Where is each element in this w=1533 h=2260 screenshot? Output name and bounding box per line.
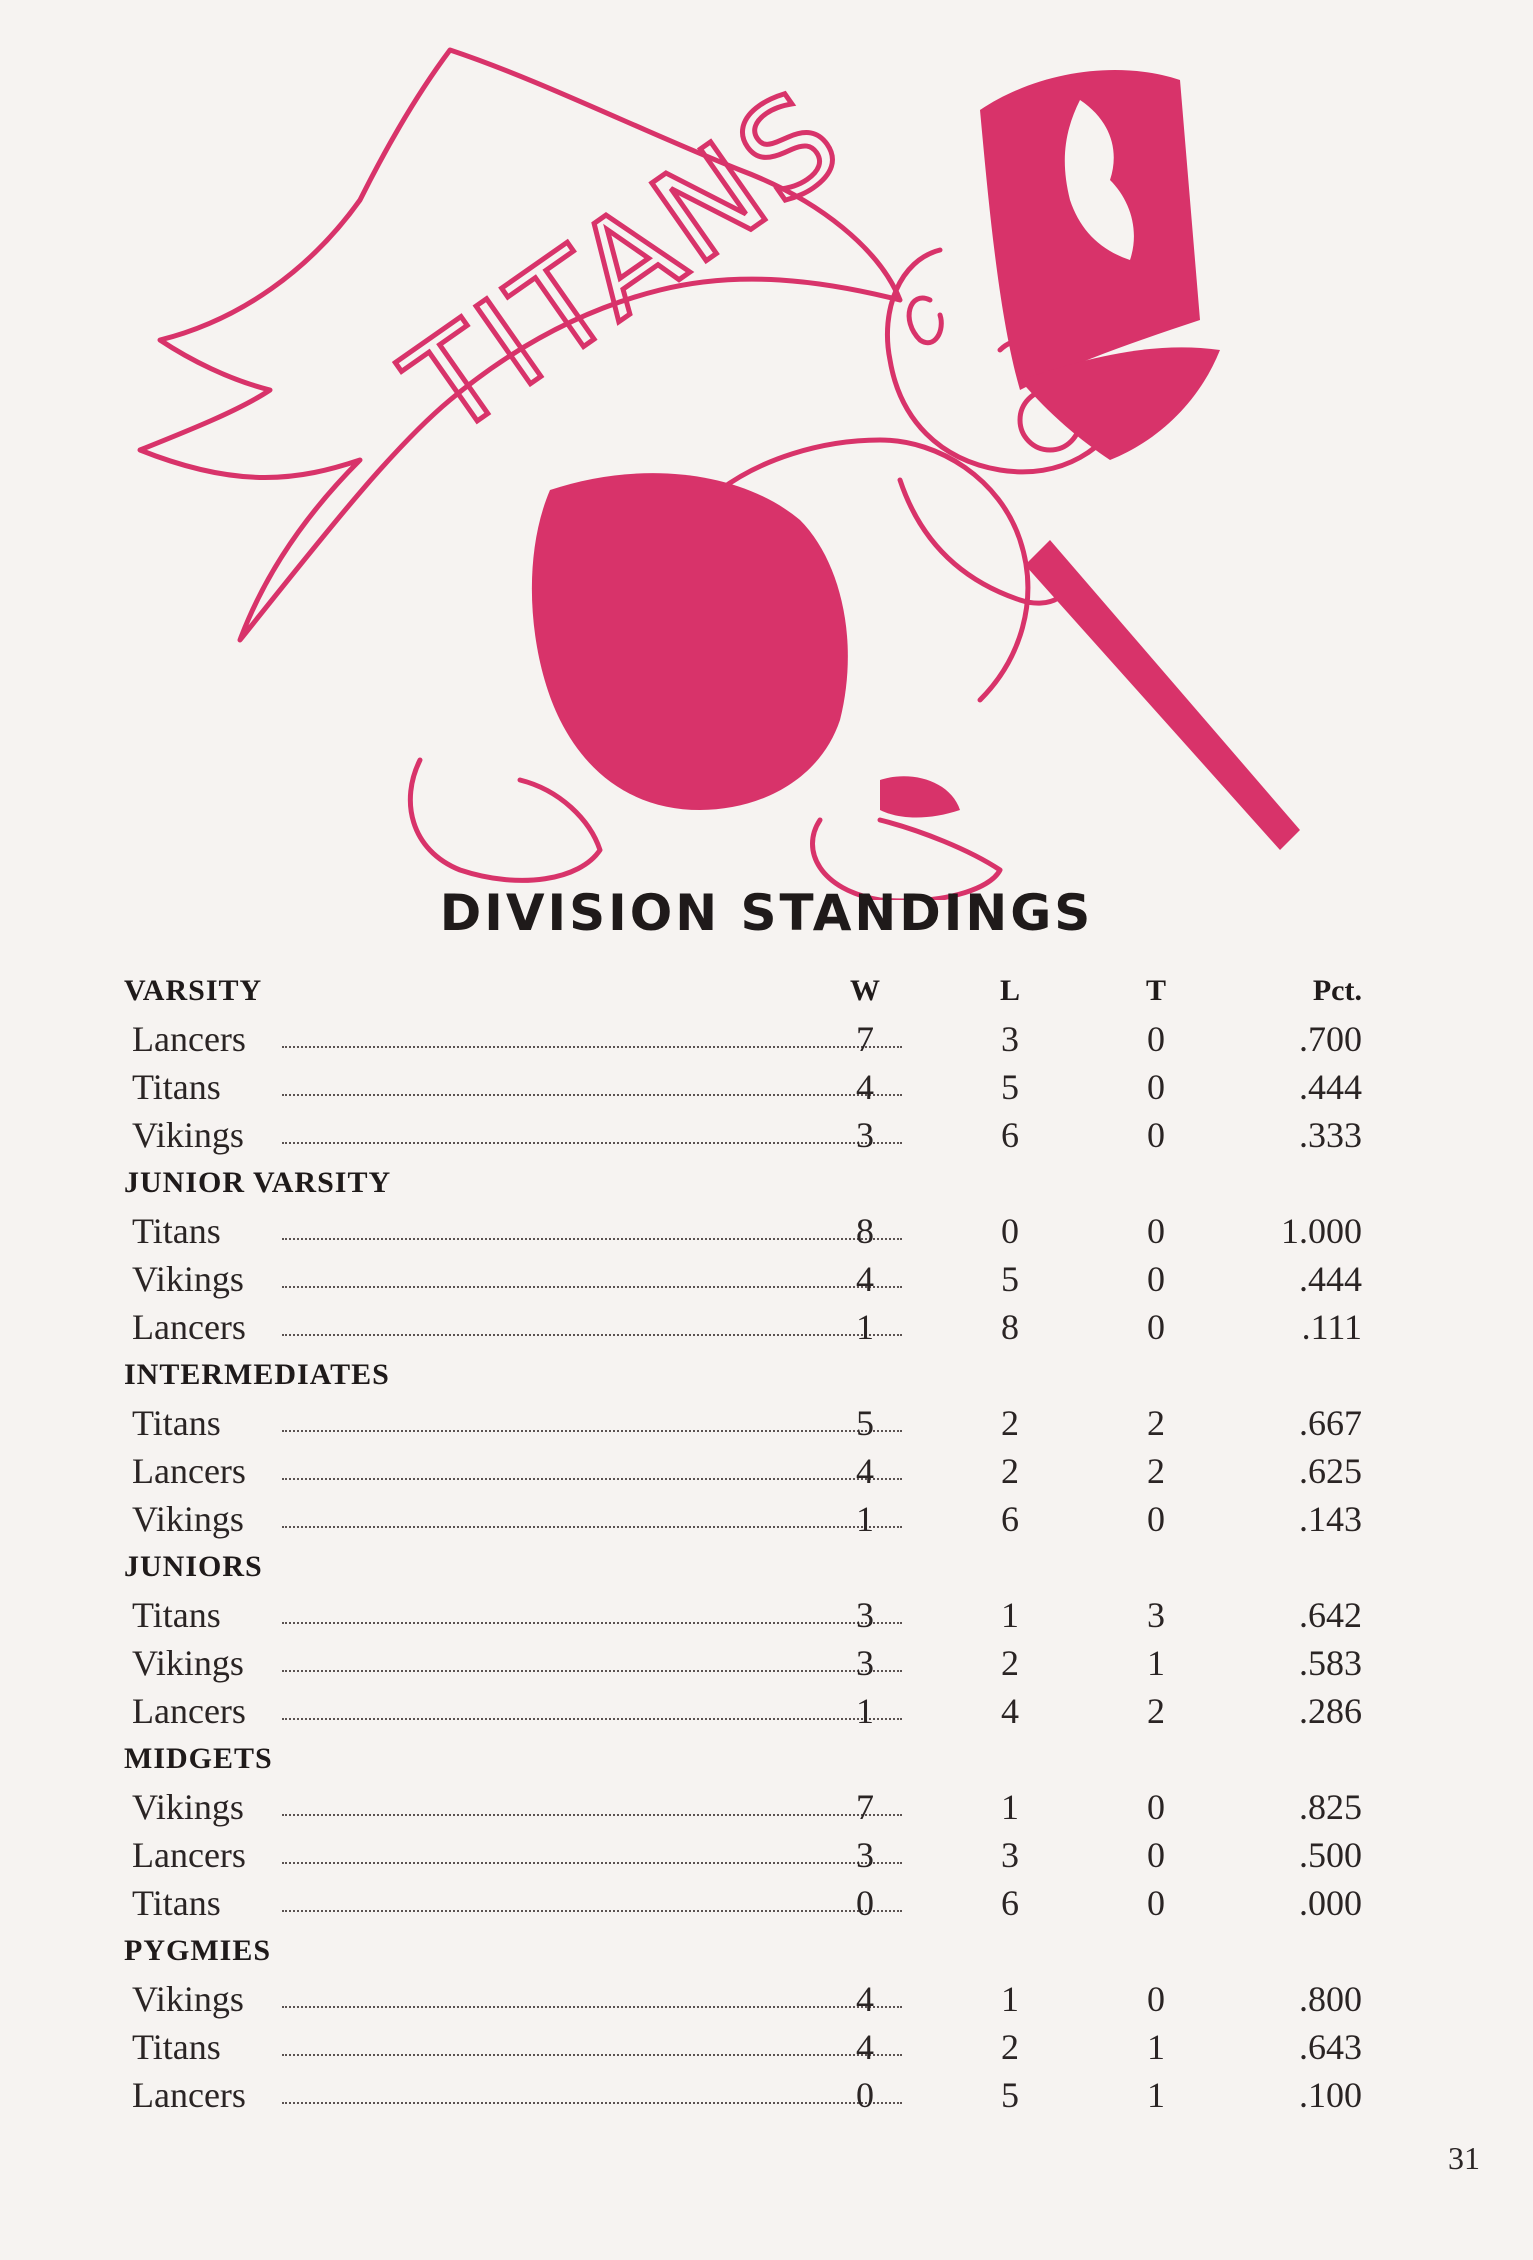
standings-table: [122, 968, 1362, 2120]
dot-leader: [282, 1814, 902, 1816]
division-header-row: [122, 1160, 1362, 1208]
team-name: Lancers: [132, 1691, 246, 1731]
table-row: [122, 1016, 1362, 1064]
table-row: [122, 1976, 1362, 2024]
table-row: [122, 1832, 1362, 1880]
team-name: Titans: [132, 1595, 221, 1635]
percentage: .444: [1299, 1067, 1362, 1107]
page-title: DIVISION STANDINGS: [439, 884, 1094, 942]
losses: 2: [1001, 1643, 1019, 1683]
table-row: [122, 2024, 1362, 2072]
column-w: W: [850, 974, 880, 1007]
ties: 0: [1147, 1067, 1165, 1107]
ties: 0: [1147, 1019, 1165, 1059]
division-name: JUNIORS: [124, 1550, 263, 1583]
dot-leader: [282, 1142, 902, 1144]
team-name: Lancers: [132, 2075, 246, 2115]
wins: 4: [856, 1979, 874, 2019]
table-row: [122, 1064, 1362, 1112]
pennant-text: TITANS: [380, 58, 871, 466]
percentage: .583: [1299, 1643, 1362, 1683]
percentage: .111: [1301, 1307, 1362, 1347]
losses: 1: [1001, 1979, 1019, 2019]
dot-leader: [282, 1286, 902, 1288]
percentage: .100: [1299, 2075, 1362, 2115]
percentage: 1.000: [1281, 1211, 1362, 1251]
dot-leader: [282, 1478, 902, 1480]
dot-leader: [282, 1718, 902, 1720]
dot-leader: [282, 1430, 902, 1432]
percentage: .286: [1299, 1691, 1362, 1731]
team-name: Vikings: [132, 1643, 244, 1683]
column-l: L: [999, 974, 1020, 1007]
percentage: .333: [1299, 1115, 1362, 1155]
losses: 6: [1001, 1499, 1019, 1539]
division-header-row: [122, 968, 1362, 1016]
losses: 5: [1001, 1259, 1019, 1299]
ties: 3: [1147, 1595, 1165, 1635]
wins: 7: [856, 1787, 874, 1827]
team-name: Vikings: [132, 1979, 244, 2019]
ties: 0: [1147, 1115, 1165, 1155]
table-row: [122, 1256, 1362, 1304]
team-name: Lancers: [132, 1019, 246, 1059]
dot-leader: [282, 1046, 902, 1048]
team-name: Titans: [132, 2027, 221, 2067]
table-row: [122, 1448, 1362, 1496]
ties: 0: [1147, 1787, 1165, 1827]
division-name: INTERMEDIATES: [124, 1358, 390, 1391]
wins: 0: [856, 2075, 874, 2115]
table-row: [122, 1400, 1362, 1448]
wins: 1: [856, 1499, 874, 1539]
losses: 6: [1001, 1883, 1019, 1923]
division-header-row: [122, 1928, 1362, 1976]
dot-leader: [282, 2054, 902, 2056]
percentage: .444: [1299, 1259, 1362, 1299]
ties: 0: [1147, 1307, 1165, 1347]
percentage: .625: [1299, 1451, 1362, 1491]
ties: 2: [1147, 1403, 1165, 1443]
wins: 4: [856, 1451, 874, 1491]
table-row: [122, 1880, 1362, 1928]
dot-leader: [282, 1910, 902, 1912]
ties: 2: [1147, 1691, 1165, 1731]
ties: 0: [1147, 1211, 1165, 1251]
team-name: Vikings: [132, 1787, 244, 1827]
percentage: .800: [1299, 1979, 1362, 2019]
ties: 2: [1147, 1451, 1165, 1491]
losses: 0: [1001, 1211, 1019, 1251]
table-row: [122, 2072, 1362, 2120]
table-row: [122, 1640, 1362, 1688]
titans-mascot-illustration: [120, 20, 1360, 900]
wins: 3: [856, 1643, 874, 1683]
dot-leader: [282, 1526, 902, 1528]
wins: 0: [856, 1883, 874, 1923]
division-header-row: [122, 1736, 1362, 1784]
losses: 1: [1001, 1787, 1019, 1827]
ties: 0: [1147, 1499, 1165, 1539]
losses: 3: [1001, 1835, 1019, 1875]
team-name: Vikings: [132, 1259, 244, 1299]
percentage: .667: [1299, 1403, 1362, 1443]
percentage: .000: [1299, 1883, 1362, 1923]
column-pct: Pct.: [1312, 974, 1362, 1007]
team-name: Titans: [132, 1067, 221, 1107]
team-name: Lancers: [132, 1835, 246, 1875]
losses: 1: [1001, 1595, 1019, 1635]
ties: 0: [1147, 1883, 1165, 1923]
percentage: .500: [1299, 1835, 1362, 1875]
percentage: .825: [1299, 1787, 1362, 1827]
table-row: [122, 1688, 1362, 1736]
losses: 5: [1001, 2075, 1019, 2115]
ties: 1: [1147, 1643, 1165, 1683]
column-t: T: [1145, 974, 1166, 1007]
losses: 2: [1001, 2027, 1019, 2067]
ties: 0: [1147, 1835, 1165, 1875]
team-name: Titans: [132, 1403, 221, 1443]
dot-leader: [282, 2102, 902, 2104]
percentage: .143: [1299, 1499, 1362, 1539]
losses: 2: [1001, 1403, 1019, 1443]
wins: 4: [856, 1067, 874, 1107]
dot-leader: [282, 1094, 902, 1096]
wins: 4: [856, 1259, 874, 1299]
dot-leader: [282, 1862, 902, 1864]
losses: 4: [1001, 1691, 1019, 1731]
team-name: Lancers: [132, 1451, 246, 1491]
table-row: [122, 1208, 1362, 1256]
wins: 3: [856, 1595, 874, 1635]
dot-leader: [282, 1238, 902, 1240]
wins: 5: [856, 1403, 874, 1443]
ties: 0: [1147, 1259, 1165, 1299]
wins: 1: [856, 1307, 874, 1347]
losses: 2: [1001, 1451, 1019, 1491]
dot-leader: [282, 1622, 902, 1624]
table-row: [122, 1496, 1362, 1544]
percentage: .643: [1299, 2027, 1362, 2067]
dot-leader: [282, 1334, 902, 1336]
wins: 7: [856, 1019, 874, 1059]
losses: 5: [1001, 1067, 1019, 1107]
wins: 1: [856, 1691, 874, 1731]
dot-leader: [282, 1670, 902, 1672]
page-number: 31: [1448, 2140, 1480, 2176]
wins: 4: [856, 2027, 874, 2067]
team-name: Vikings: [132, 1115, 244, 1155]
table-row: [122, 1112, 1362, 1160]
percentage: .700: [1299, 1019, 1362, 1059]
losses: 8: [1001, 1307, 1019, 1347]
division-name: VARSITY: [124, 974, 263, 1007]
division-header-row: [122, 1352, 1362, 1400]
ties: 1: [1147, 2075, 1165, 2115]
table-row: [122, 1592, 1362, 1640]
ties: 0: [1147, 1979, 1165, 2019]
team-name: Vikings: [132, 1499, 244, 1539]
division-name: MIDGETS: [124, 1742, 273, 1775]
division-name: JUNIOR VARSITY: [124, 1166, 392, 1199]
team-name: Titans: [132, 1883, 221, 1923]
losses: 6: [1001, 1115, 1019, 1155]
ties: 1: [1147, 2027, 1165, 2067]
team-name: Lancers: [132, 1307, 246, 1347]
percentage: .642: [1299, 1595, 1362, 1635]
dot-leader: [282, 2006, 902, 2008]
wins: 3: [856, 1115, 874, 1155]
losses: 3: [1001, 1019, 1019, 1059]
table-row: [122, 1304, 1362, 1352]
wins: 3: [856, 1835, 874, 1875]
team-name: Titans: [132, 1211, 221, 1251]
table-row: [122, 1784, 1362, 1832]
wins: 8: [856, 1211, 874, 1251]
division-header-row: [122, 1544, 1362, 1592]
division-name: PYGMIES: [124, 1934, 272, 1967]
